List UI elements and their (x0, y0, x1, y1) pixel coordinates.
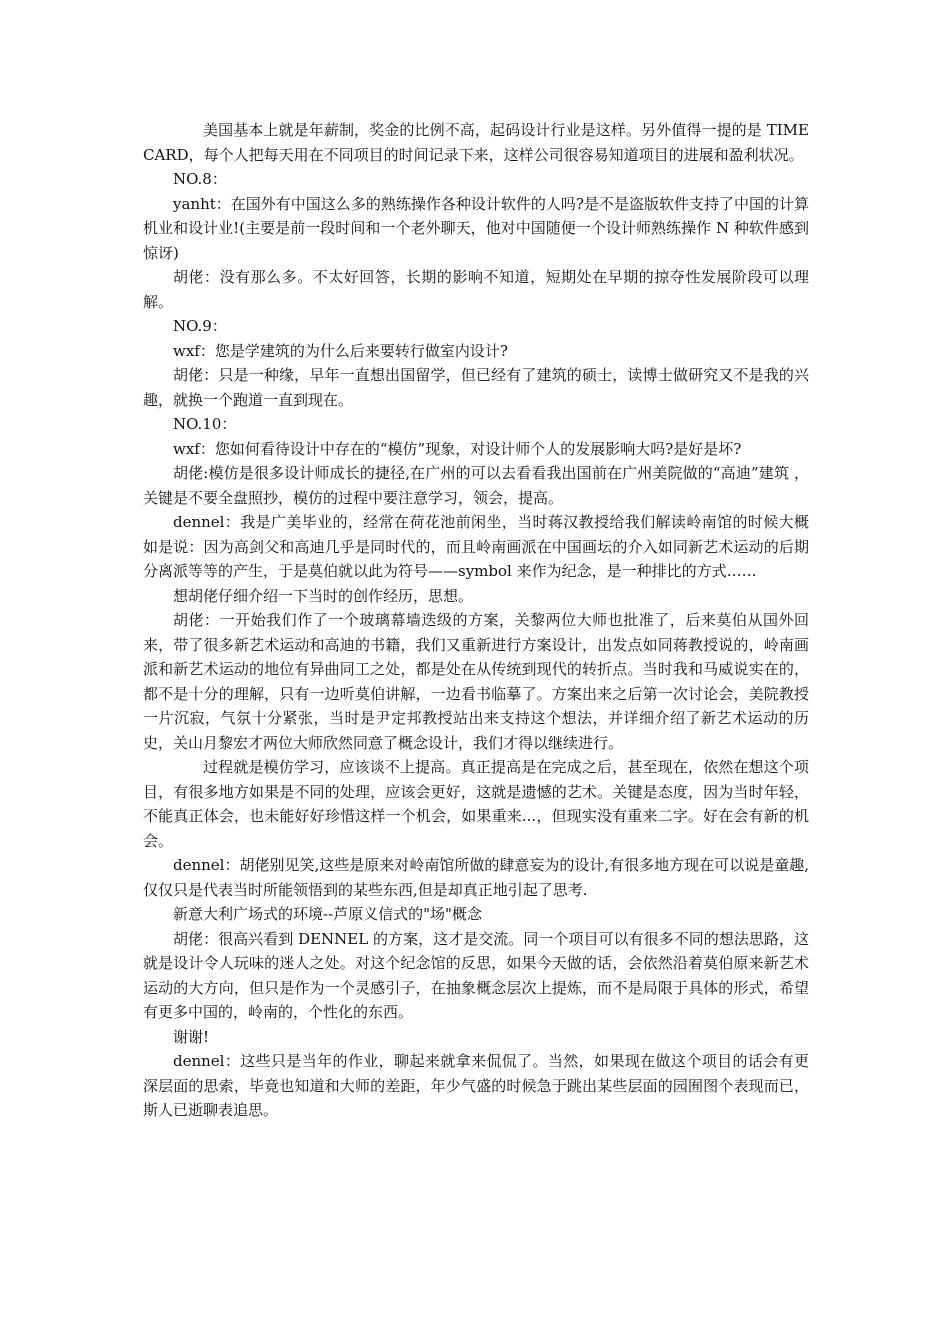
answer-8: 胡佬：没有那么多。不太好回答，长期的影响不知道，短期处在早期的掠夺性发展阶段可以理解。 (143, 268, 809, 311)
paragraph-salary: 美国基本上就是年薪制，奖金的比例不高，起码设计行业是这样。另外值得一提的是 TIME CARD，每个人把每天用在不同项目的时间记录下来，这样公司很容易知道项目的进展和盈利状况。 (143, 121, 809, 164)
comment-dennel-1: dennel：我是广美毕业的，经常在荷花池前闲坐，当时蒋汉教授给我们解读岭南馆的时候大概如是说：因为高剑父和高迪几乎是同时代的，而且岭南画派在中国画坛的介入如同新艺术运动的后期分离派等等的产生，于是莫伯就以此为符号——symbol 来作为纪念，是一种排比的方式…… (143, 513, 809, 580)
answer-history: 胡佬：一开始我们作了一个玻璃幕墙迭级的方案，关黎两位大师也批准了，后来莫伯从国外回来，带了很多新艺术运动和高迪的书籍，我们又重新进行方案设计，出发点如同蒋教授说的，岭南画派和新艺术运动的地位有异曲同工之处，都是处在从传统到现代的转折点。当时我和马威说实在的，都不是十分的理解，只有一边听莫伯讲解，一边看书临摹了。方案出来之后第一次讨论会，美院教授一片沉寂，气氛十分紧张，当时是尹定邦教授站出来支持这个想法，并详细介绍了新艺术运动的历史，关山月黎宏才两位大师欣然同意了概念设计，我们才得以继续进行。 (143, 611, 809, 752)
question-yanht: yanht：在国外有中国这么多的熟练操作各种设计软件的人吗?是不是盗版软件支持了中国的计算机业和设计业!(主要是前一段时间和一个老外聊天，他对中国随便一个设计师熟练操作 N 种软件感到惊讶) (143, 194, 809, 262)
answer-dennel-plan: 胡佬：很高兴看到 DENNEL 的方案，这才是交流。同一个项目可以有很多不同的想法思路，这就是设计令人玩味的迷人之处。对这个纪念馆的反思，如果今天做的话，会依然沿着莫伯原来新艺术运动的大方向，但只是作为一个灵感引子，在抽象概念层次上提炼，而不是局限于具体的形式，希望有更多中国的，岭南的，个性化的东西。 (143, 929, 809, 1021)
question-wxf-9: wxf：您是学建筑的为什么后来要转行做室内设计? (173, 341, 508, 360)
question-number-10: NO.10： (173, 415, 237, 433)
question-number-9: NO.9： (173, 317, 227, 335)
comment-dennel-3: dennel：这些只是当年的作业，聊起来就拿来侃侃了。当然，如果现在做这个项目的话会有更深层面的思索，毕竟也知道和大师的差距，年少气盛的时候急于跳出某些层面的园囿图个表现而已，斯人已逝聊表追思。 (143, 1052, 809, 1119)
document-body (143, 118, 809, 1123)
question-number-8: NO.8： (173, 170, 227, 188)
concept-line: 新意大利广场式的环境--芦原义信式的"场"概念 (173, 905, 482, 923)
comment-dennel-2: dennel：胡佬别见笑,这些是原来对岭南馆所做的肆意妄为的设计,有很多地方现在可以说是童趣,仅仅只是代表当时所能领悟到的某些东西,但是却真正地引起了思考. (143, 856, 809, 899)
answer-10: 胡佬:模仿是很多设计师成长的捷径,在广州的可以去看看我出国前在广州美院做的“高迪”建筑 ，关键是不要全盘照抄，模仿的过程中要注意学习，领会，提高。 (143, 464, 809, 507)
question-wxf-10: wxf：您如何看待设计中存在的“模仿”现象，对设计师个人的发展影响大吗?是好是坏? (173, 439, 742, 458)
request-dennel: 想胡佬仔细介绍一下当时的创作经历，思想。 (173, 586, 474, 605)
thanks-line: 谢谢! (173, 1027, 210, 1046)
answer-reflection: 过程就是模仿学习，应该谈不上提高。真正提高是在完成之后，甚至现在，依然在想这个项目，有很多地方如果是不同的处理，应该会更好，这就是遗憾的艺术。关键是态度，因为当时年轻，不能真正体会，也未能好好珍惜这样一个机会，如果重来...，但现实没有重来二字。好在会有新的机会。 (143, 758, 809, 850)
answer-9: 胡佬：只是一种缘，早年一直想出国留学，但已经有了建筑的硕士，读博士做研究又不是我的兴趣，就换一个跑道一直到现在。 (143, 366, 809, 409)
